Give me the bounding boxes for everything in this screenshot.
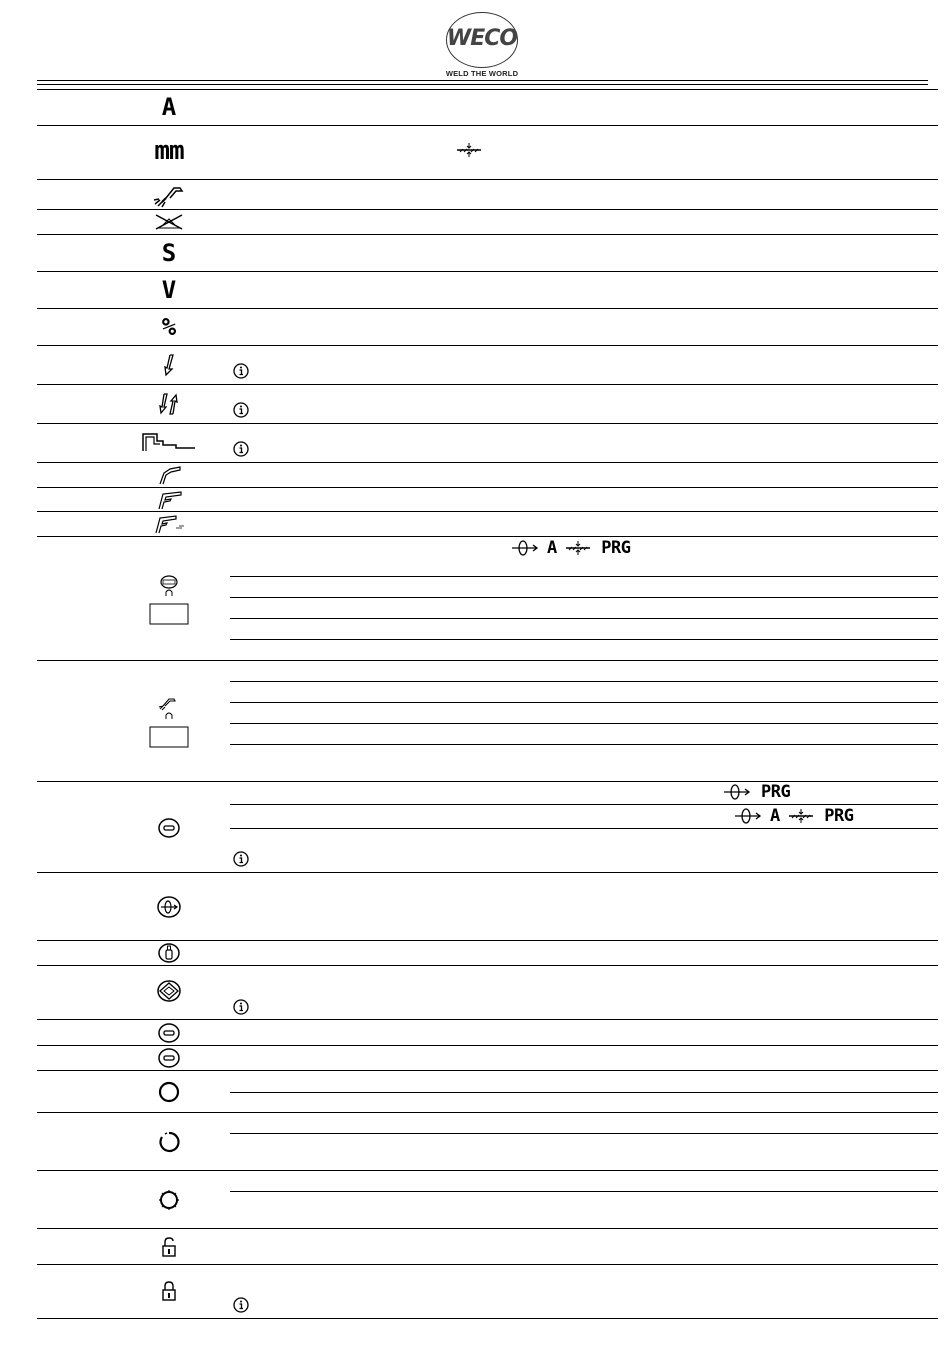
sequence-a-label: A: [770, 806, 781, 826]
encoder-rotate-icon: [134, 893, 204, 921]
encoder-knob-icon: [134, 814, 204, 842]
ring-gear-icon: [134, 1186, 204, 1214]
sequence-row-c: [734, 807, 853, 825]
info-icon: [233, 999, 249, 1015]
seconds-symbol: S: [161, 239, 177, 267]
info-icon: [233, 1297, 249, 1313]
volt-symbol: V: [161, 276, 177, 304]
row-divider: [37, 234, 938, 235]
sequence-row-b: [723, 783, 790, 801]
sequence-a-label: A: [547, 538, 558, 558]
sub-row-divider: [230, 744, 938, 745]
encoder-rotate-icon: [511, 540, 539, 556]
row-divider: [37, 1070, 938, 1071]
torch-air-icon: [134, 513, 204, 535]
row-divider: [37, 872, 938, 873]
info-icon: [233, 441, 249, 457]
sub-row-divider: [230, 828, 938, 829]
tig-torch-icon: [134, 464, 204, 486]
gas-cylinder-icon: [134, 942, 204, 964]
encoder-rotate-icon: [734, 808, 762, 824]
row-divider: [37, 1019, 938, 1020]
sub-row-divider: [230, 618, 938, 619]
sub-row-divider: [230, 681, 938, 682]
ring-icon: [134, 1078, 204, 1106]
sub-row-divider: [230, 1092, 938, 1093]
row-divider: [37, 781, 938, 782]
row-divider: [37, 209, 938, 210]
button-icon: [134, 1021, 204, 1044]
row-divider: [37, 423, 938, 424]
mma-select-knob-icon: [134, 693, 204, 751]
slope-updown-icon: [134, 390, 204, 418]
info-icon: [233, 402, 249, 418]
sub-row-divider: [230, 576, 938, 577]
logo-tagline: WELD THE WORLD: [445, 69, 519, 78]
ring-broken-icon: [134, 1128, 204, 1156]
percent-symbol: %: [161, 313, 177, 341]
ampere-symbol: A: [161, 93, 177, 121]
sequence-prg-label: PRG: [824, 806, 854, 826]
row-divider: [37, 1045, 938, 1046]
thickness-icon: [565, 540, 591, 556]
sub-row-divider: [230, 639, 938, 640]
sub-row-divider: [230, 804, 938, 805]
no-welding-icon: [134, 211, 204, 233]
thickness-icon: [788, 808, 814, 824]
thickness-icon: [456, 142, 482, 158]
sub-row-divider: [230, 702, 938, 703]
row-divider: [37, 462, 938, 463]
row-divider: [37, 1170, 938, 1171]
row-divider: [37, 965, 938, 966]
row-divider: [37, 308, 938, 309]
sub-row-divider: [230, 1191, 938, 1192]
row-divider: [37, 487, 938, 488]
downslope-icon: [134, 351, 204, 379]
lock-open-icon: [134, 1235, 204, 1259]
sequence-row-a: [511, 539, 630, 557]
pulse-waveform-icon: [134, 428, 204, 456]
row-divider: [37, 89, 938, 90]
encoder-rotate-icon: [723, 784, 751, 800]
row-divider: [37, 271, 938, 272]
mma-electrode-icon: [134, 181, 204, 208]
diamond-badge-icon: [134, 977, 204, 1005]
row-divider: [37, 125, 938, 126]
program-select-knob-icon: [134, 570, 204, 628]
row-divider: [37, 1318, 938, 1319]
row-divider: [37, 1228, 938, 1229]
sequence-prg-label: PRG: [601, 538, 631, 558]
sub-row-divider: [230, 723, 938, 724]
sub-row-divider: [230, 597, 938, 598]
symbol-table: [37, 0, 938, 1370]
row-divider: [37, 511, 938, 512]
row-divider: [37, 179, 938, 180]
row-divider: [37, 384, 938, 385]
info-icon: [233, 851, 249, 867]
row-divider: [37, 345, 938, 346]
thickness-symbol: mm: [154, 136, 184, 166]
row-divider: [37, 940, 938, 941]
row-divider: [37, 536, 938, 537]
lock-closed-icon: [134, 1279, 204, 1303]
sub-row-divider: [230, 1133, 938, 1134]
torch-flat-icon: [134, 489, 204, 510]
info-icon: [233, 363, 249, 379]
logo-text: WECO: [446, 26, 518, 51]
row-divider: [37, 1112, 938, 1113]
button-icon: [134, 1047, 204, 1069]
row-divider: [37, 1264, 938, 1265]
sequence-prg-label: PRG: [761, 782, 791, 802]
row-divider: [37, 660, 938, 661]
